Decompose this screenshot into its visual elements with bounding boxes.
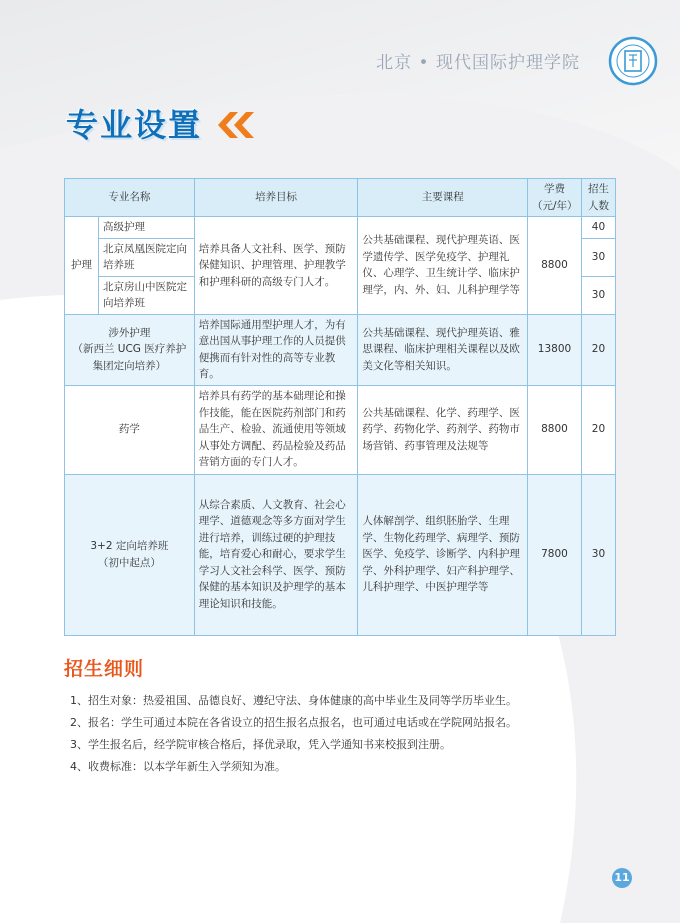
list-item: 1、招生对象：热爱祖国、品德良好、遵纪守法、身体健康的高中毕业生及同等学历毕业生。 [70,694,517,707]
majors-table [64,178,616,636]
major-goal: 培养国际通用型护理人才，为有意出国从事护理工作的人员提供便携而有针对性的高等专业教育。 [194,314,358,385]
major-quota: 40 [581,217,615,239]
major-quota: 20 [581,314,615,385]
major-goal: 培养具备人文社科、医学、预防保健知识、护理管理、护理教学和护理科研的高级专门人才。 [194,217,358,315]
major-name: 北京凤凰医院定向培养班 [98,238,194,276]
major-courses: 公共基础课程、现代护理英语、医学遗传学、医学免疫学、护理礼仪、心理学、卫生统计学、临床护理学，内、外、妇、儿科护理学等 [358,217,528,315]
major-courses: 公共基础课程、化学、药理学、医药学、药物化学、药剂学、药物市场营销、药事管理及法规等 [358,385,528,474]
major-quota: 30 [581,276,615,314]
double-chevron-left-icon [212,110,256,140]
major-goal: 培养具有药学的基本础理论和操作技能，能在医院药剂部门和药品生产、检验、流通使用等领域从事处方调配、药品检验及药品营销方面的专门人才。 [194,385,358,474]
major-name: 高级护理 [98,217,194,239]
major-name-cell [65,314,195,385]
table-row [65,314,616,385]
major-tuition: 8800 [528,217,582,315]
major-sub-name: （新西兰 UCG 医疗养护集团定向培养） [72,343,187,372]
major-tuition: 7800 [528,474,582,635]
major-quota: 30 [581,238,615,276]
list-item: 3、学生报名后，经学院审核合格后，择优录取，凭入学通知书来校报到注册。 [70,738,451,751]
major-name: 药学 [65,385,195,474]
college-name: 北京 • 现代国际护理学院 [376,53,580,73]
admission-rules-list [70,690,630,778]
table-row [65,217,616,239]
college-emblem-icon [608,36,658,86]
major-name: 涉外护理 [108,326,151,339]
major-name: 3+2 定向培养班 [90,540,169,552]
major-quota: 20 [581,385,615,474]
table-row [65,474,616,635]
header-quota: 招生人数 [581,179,615,217]
major-name-cell [65,474,195,635]
header-courses: 主要课程 [358,179,528,217]
header-major: 专业名称 [65,179,195,217]
list-item: 4、收费标准：以本学年新生入学须知为准。 [70,760,286,773]
header-goal: 培养目标 [194,179,358,217]
major-quota: 30 [581,474,615,635]
major-courses: 公共基础课程、现代护理英语、雅思课程、临床护理相关课程以及欧美文化等相关知识。 [358,314,528,385]
major-goal: 从综合素质、人文教育、社会心理学、道德观念等多方面对学生进行培养，训练过硬的护理技能，培育爱心和耐心，要求学生学习人文社会科学、医学、预防保健的基本知识及护理学的基本理论知识和技能。 [194,474,358,635]
major-group-nursing: 护理 [65,217,99,315]
major-tuition: 8800 [528,385,582,474]
list-item: 2、报名：学生可通过本院在各省设立的招生报名点报名，也可通过电话或在学院网站报名。 [70,716,517,729]
major-tuition: 13800 [528,314,582,385]
major-sub-name: （初中起点） [97,556,161,569]
major-courses: 人体解剖学、组织胚胎学、生理学、生物化药理学、病理学、预防医学、免疫学、诊断学、内科护理学、外科护理学、妇产科护理学、儿科护理学、中医护理学等 [358,474,528,635]
table-row [65,385,616,474]
page-number: 11 [612,868,632,888]
section-title: 专业设置 [66,106,203,144]
major-name: 北京房山中医院定向培养班 [98,276,194,314]
table-header-row [65,179,616,217]
admission-rules-title: 招生细则 [64,658,145,680]
header-tuition: 学费（元/年） [528,179,582,217]
